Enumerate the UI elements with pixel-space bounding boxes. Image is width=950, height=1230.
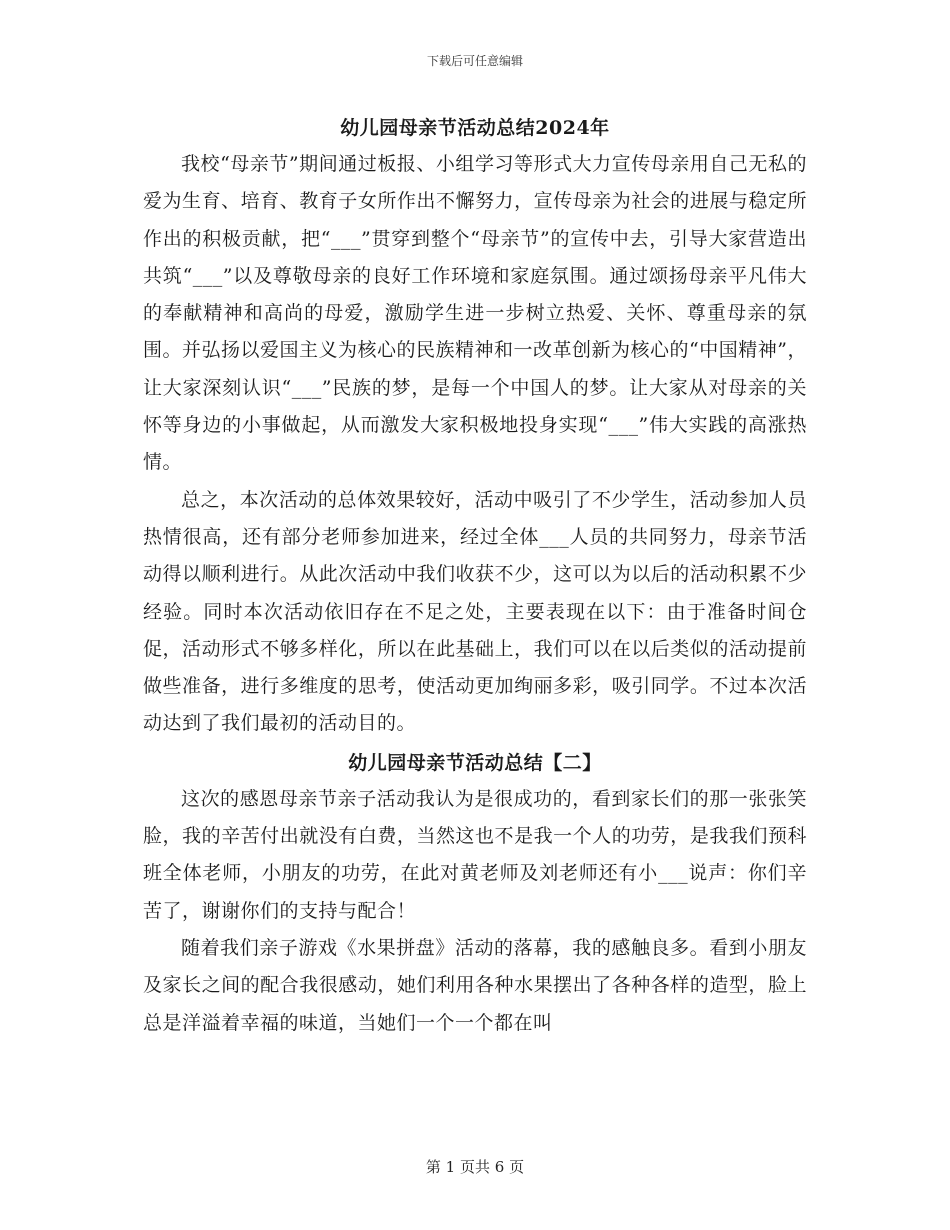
section-2-title: 幼儿园母亲节活动总结【二】 [348,751,602,774]
header-note: 下载后可任意编辑 [426,54,523,68]
section-2-paragraph-2: 随着我们亲子游戏《水果拼盘》活动的落幕，我的感触良多。看到小朋友及家长之间的配合我很感动，她们利用各种水果摆出了各种各样的造型，脸上总是洋溢着幸福的味道，当她们一个一个都在叫 [143,936,807,1034]
section-1-title: 幼儿园母亲节活动总结2024年 [340,117,610,139]
section-2-paragraph-1: 这次的感恩母亲节亲子活动我认为是很成功的，看到家长们的那一张张笑脸，我的辛苦付出就没有白费，当然这也不是我一个人的功劳，是我我们预科班全体老师，小朋友的功劳，在此对黄老师及刘老师还有小___说声：你们辛苦了，谢谢你们的支持与配合！ [143,787,807,922]
page-number: 第 1 页共 6 页 [425,1158,525,1176]
document-body [143,110,807,1042]
section-1-paragraph-1: 我校“母亲节”期间通过板报、小组学习等形式大力宣传母亲用自己无私的爱为生育、培育、教育子女所作出不懈努力，宣传母亲为社会的进展与稳定所作出的积极贡献，把“___”贯穿到整个“母亲节”的宣传中去，引导大家营造出共筑“___”以及尊敬母亲的良好工作环境和家庭氛围。通过颂扬母亲平凡伟大的奉献精神和高尚的母爱，激励学生进一步树立热爱、关怀、尊重母亲的氛围。并弘扬以爱国主义为核心的民族精神和一改革创新为核心的“中国精神”，让大家深刻认识“___”民族的梦，是每一个中国人的梦。让大家从对母亲的关怀等身边的小事做起，从而激发大家积极地投身实现“___”伟大实践的高涨热情。 [143,153,807,474]
section-1-paragraph-2: 总之，本次活动的总体效果较好，活动中吸引了不少学生，活动参加人员热情很高，还有部分老师参加进来，经过全体___人员的共同努力，母亲节活动得以顺利进行。从此次活动中我们收获不少，这可以为以后的活动积累不少经验。同时本次活动依旧存在不足之处，主要表现在以下：由于准备时间仓促，活动形式不够多样化，所以在此基础上，我们可以在以后类似的活动提前做些准备，进行多维度的思考，使活动更加绚丽多彩，吸引同学。不过本次活动达到了我们最初的活动目的。 [143,488,807,735]
